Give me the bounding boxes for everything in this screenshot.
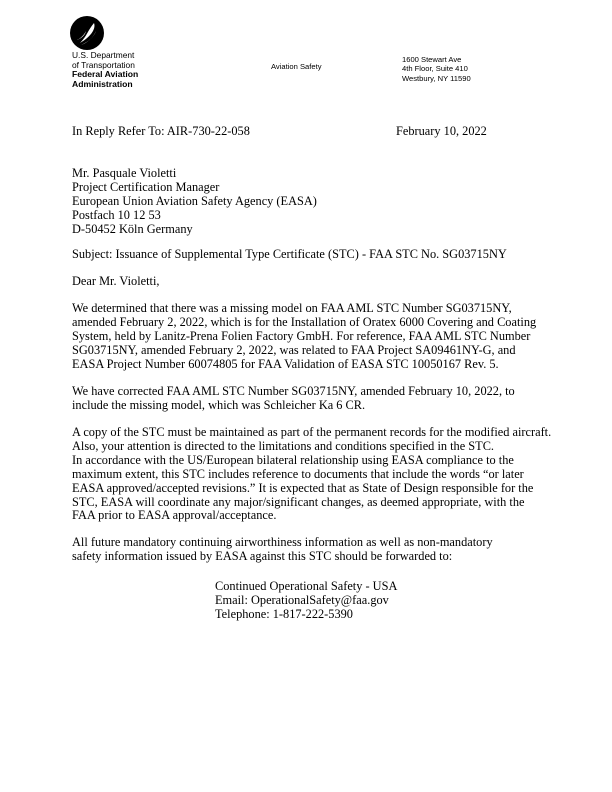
subject-text: Subject: Issuance of Supplemental Type Certificate (STC) - FAA STC No. SG03715NY bbox=[72, 247, 507, 261]
recipient-line: Postfach 10 12 53 bbox=[72, 207, 161, 222]
paragraph-line: In accordance with the US/European bilateral relationship using EASA compliance to the bbox=[72, 452, 514, 467]
agency-name-line: Federal Aviation bbox=[72, 69, 139, 80]
salutation-text: Dear Mr. Violetti, bbox=[72, 274, 160, 288]
paragraph-line: We have corrected FAA AML STC Number SG03715NY, amended February 10, 2022, to bbox=[72, 384, 515, 398]
letter-date: February 10, 2022 bbox=[396, 124, 487, 138]
paragraph-line: We determined that there was a missing model on FAA AML STC Number SG03715NY, bbox=[72, 301, 512, 315]
agency-name-line: Administration bbox=[72, 78, 133, 89]
paragraph-missing-model bbox=[72, 302, 542, 372]
paragraph-forwarding bbox=[72, 536, 542, 564]
salutation bbox=[72, 275, 542, 289]
paragraph-line: safety information issued by EASA against this STC should be forwarded to: bbox=[72, 548, 453, 563]
address-line: Westbury, NY 11590 bbox=[402, 73, 471, 83]
address-line: 1600 Stewart Ave bbox=[402, 55, 462, 64]
paragraph-stc-records bbox=[72, 425, 552, 523]
paragraph-line: include the missing model, which was Schleicher Ka 6 CR. bbox=[72, 397, 366, 412]
paragraph-line: SG03715NY, amended February 2, 2022, was related to FAA Project SA09461NY-G, and bbox=[72, 342, 516, 357]
office-address bbox=[402, 55, 471, 83]
recipient-line: European Union Aviation Safety Agency (EASA) bbox=[72, 193, 317, 208]
recipient-block bbox=[72, 167, 542, 237]
agency-block bbox=[72, 51, 138, 89]
recipient-line: D-50452 Köln Germany bbox=[72, 221, 193, 236]
subject-line bbox=[72, 248, 542, 262]
paragraph-line: maximum extent, this STC includes reference to documents that include the words “or later bbox=[72, 466, 524, 481]
paragraph-line: EASA approved/accepted revisions.” It is expected that as State of Design responsible for the bbox=[72, 480, 534, 495]
reference-number: In Reply Refer To: AIR-730-22-058 bbox=[72, 124, 250, 138]
contact-block bbox=[215, 580, 515, 622]
address-line: 4th Floor, Suite 410 bbox=[402, 64, 468, 74]
paragraph-line: STC, EASA will coordinate any major/significant changes, as deemed appropriate, with the bbox=[72, 494, 525, 509]
paragraph-line: A copy of the STC must be maintained as part of the permanent records for the modified aircraft. bbox=[72, 425, 552, 439]
paragraph-line: amended February 2, 2022, which is for the Installation of Oratex 6000 Covering and Coating bbox=[72, 314, 537, 329]
contact-phone: Telephone: 1-817-222-5390 bbox=[215, 606, 353, 621]
paragraph-line: System, held by Lanitz-Prena Folien Factory GmbH. For reference, FAA AML STC Number bbox=[72, 328, 531, 343]
contact-email: Email: OperationalSafety@faa.gov bbox=[215, 592, 389, 607]
paragraph-line: EASA Project Number 60074805 for FAA Validation of EASA STC 10050167 Rev. 5. bbox=[72, 356, 499, 371]
paragraph-line: Also, your attention is directed to the limitations and conditions specified in the STC. bbox=[72, 438, 495, 453]
recipient-line: Project Certification Manager bbox=[72, 179, 220, 194]
recipient-line: Mr. Pasquale Violetti bbox=[72, 166, 177, 180]
paragraph-line: All future mandatory continuing airworthiness information as well as non-mandatory bbox=[72, 535, 493, 549]
contact-office: Continued Operational Safety - USA bbox=[215, 579, 398, 593]
agency-line: U.S. Department bbox=[72, 50, 135, 60]
office-name: Aviation Safety bbox=[271, 62, 322, 71]
paragraph-line: FAA prior to EASA approval/acceptance. bbox=[72, 508, 277, 523]
agency-line: of Transportation bbox=[72, 59, 135, 70]
paragraph-correction bbox=[72, 385, 542, 413]
dot-logo-icon bbox=[70, 16, 104, 50]
